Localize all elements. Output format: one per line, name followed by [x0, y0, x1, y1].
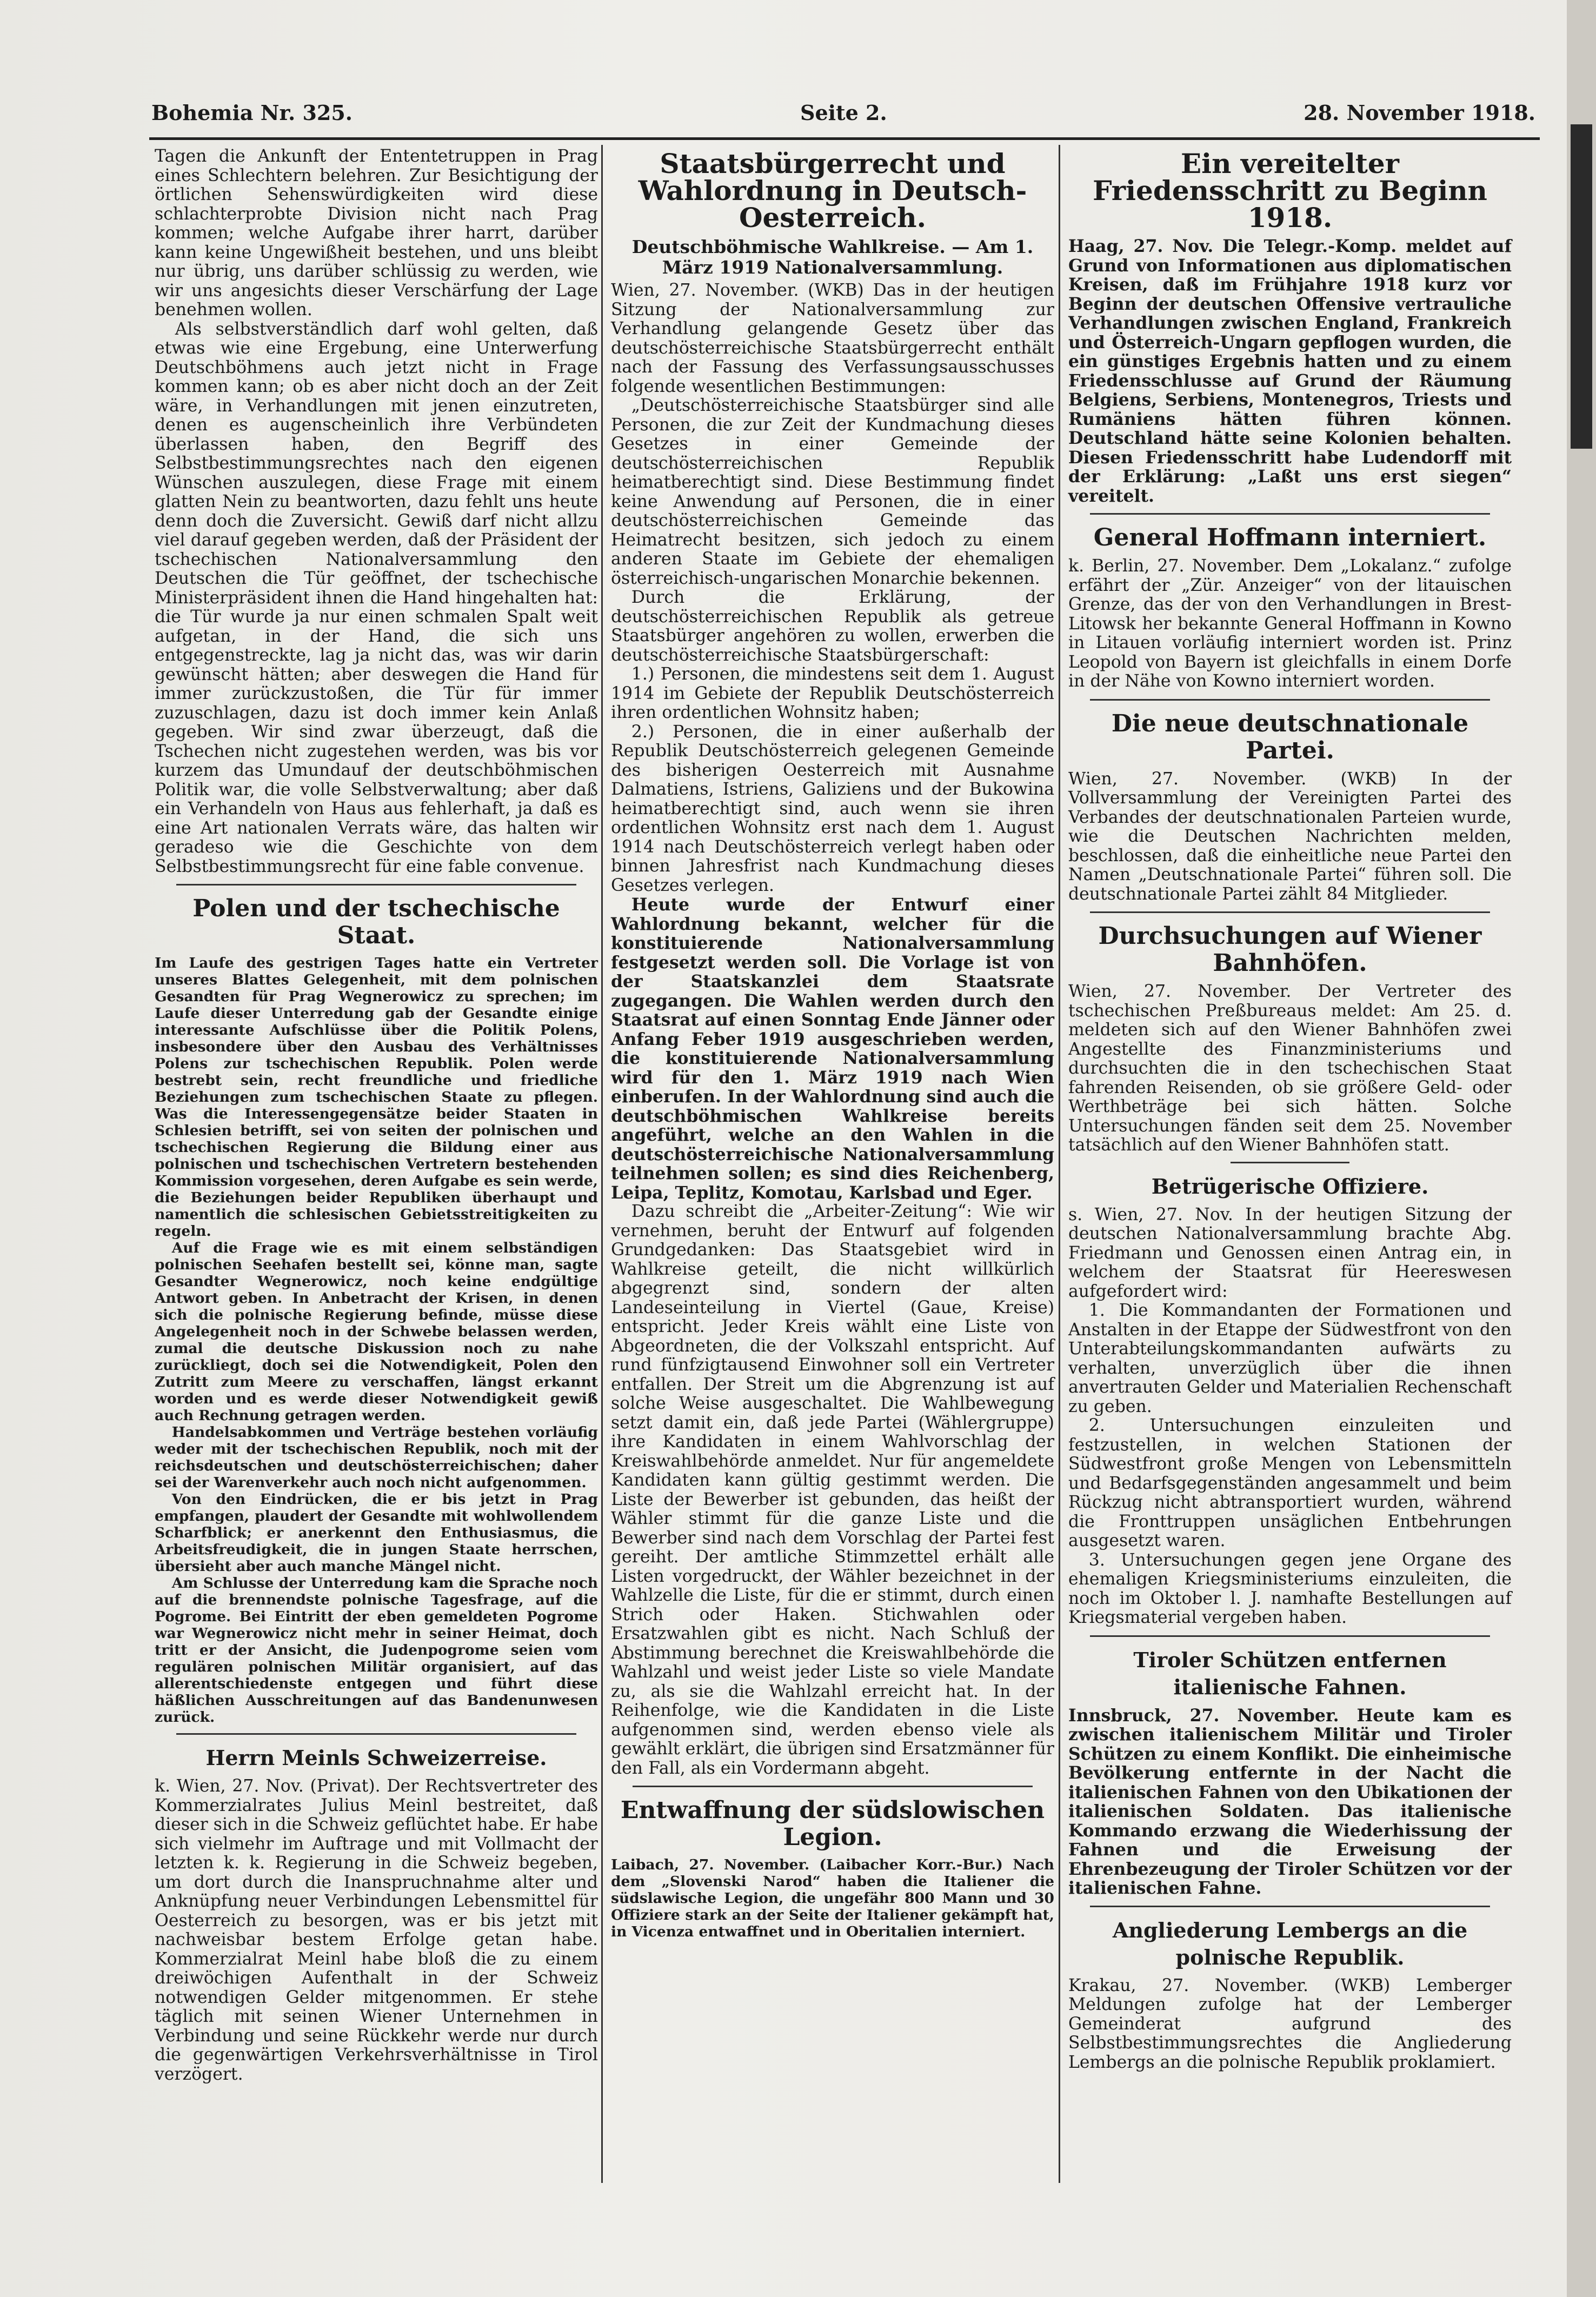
subheadline-wahlkreise: Deutschböhmische Wahlkreise. — Am 1. März 1919 Nationalversammlung. — [631, 236, 1034, 278]
article-text: Innsbruck, 27. November. Heute kam es zwischen italienischem Militär und Tiroler Schützen zu einem Konflikt. Die einheimische Bevölkerung entfernte in der Nacht die italienischen Fahnen von den Ubikationen der italienischen Soldaten. Das italienische Kommando erzwang die Wiederhissung der Fahnen und die Erweisung der Ehrenbezeugung der Tiroler Schützen vor der italienischen Fahne. — [1068, 1705, 1512, 1898]
headline-polen: Polen und der tschechische Staat. — [192, 895, 560, 949]
article-divider — [1090, 513, 1490, 515]
article-text: Tagen die Ankunft der Ententetruppen in Prag eines Schlechtern belehren. Zur Besichtigung der örtlichen Sehenswürdigkeiten wird diese schlachterprobte Division nicht nach Prag kommen; welche Aufgabe ihrer harrt, darüber kann keine Ungewißheit bestehen, und uns bleibt nur übrig, uns darüber schlüssig zu werden, wie wir uns angesichts dieser Verschärfung der Lage benehmen wollen. — [155, 147, 598, 319]
article-text: s. Wien, 27. Nov. In der heutigen Sitzung der deutschen Nationalversammlung brachte Abg. Friedmann und Genossen einen Antrag ein, in welchem der Staatsrat für Heereswesen aufgefordert wird: — [1068, 1204, 1512, 1301]
page-number: Seite 2. — [800, 101, 887, 125]
article-text: 2.) Personen, die in einer außerhalb der Republik Deutschösterreich gelegenen Gemeinde des bisherigen Oesterreich mit Ausnahme Dalmatiens, Istriens, Galiziens und der Bukowina heimatberechtigt sind, auch wenn sie ihren ordentlichen Wohnsitz erst nach dem 1. August 1914 nach Deutschösterreich verlegt haben oder binnen Jahresfrist nach Kundmachung dieses Gesetzes verlegen. — [611, 722, 1054, 895]
column-divider-2 — [1059, 145, 1060, 2183]
column-3 — [1068, 147, 1512, 2072]
article-text: 3. Untersuchungen gegen jene Organe des ehemaligen Kriegsministeriums einzuleiten, die noch im Oktober l. J. namhafte Bestellungen auf Kriegsmaterial vergeben haben. — [1068, 1550, 1512, 1627]
adjacent-page-strip — [1571, 124, 1592, 449]
article-text: Am Schlusse der Unterredung kam die Sprache noch auf die brennendste polnische Tagesfrage, auf die Pogrome. Bei Eintritt der eben gemeldeten Pogrome war Wegnerowicz nicht mehr in seiner Heimat, doch tritt er der Ansicht, die Judenpogrome seien vom regulären polnischen Militär organisiert, auf das allerentschiedenste entgegen und führt diese häßlichen Ausschreitungen auf das Bandenunwesen zurück. — [155, 1575, 598, 1726]
article-text: k. Berlin, 27. November. Dem „Lokalanz.“ zufolge erfährt der „Zür. Anzeiger“ von der litauischen Grenze, das der von den Verhandlungen in Brest-Litowsk her bekannte General Hoffmann in Kowno in Litauen vorläufig interniert worden ist. Prinz Leopold von Bayern ist gleichfalls in einem Dorfe in der Nähe von Kowno interniert worden. — [1068, 556, 1512, 691]
article-text: Wien, 27. November. (WKB) In der Vollversammlung der Vereinigten Partei des Verbandes der deutschnationalen Parteien wurde, wie die Deutschen Nachrichten melden, beschlossen, daß die einheitliche neue Partei den Namen „Deutschnationale Partei“ führen soll. Die deutschnationale Partei zählt 84 Mitglieder. — [1068, 769, 1512, 904]
article-text: Handelsabkommen und Verträge bestehen vorläufig weder mit der tschechischen Republik, noch mit der reichsdeutschen und deutschösterreichischen; daher sei der Warenverkehr auch noch nicht aufgenommen. — [155, 1424, 598, 1491]
article-text: Durch die Erklärung, der deutschösterreichischen Republik als getreue Staatsbürger angehören zu wollen, erwerben die deutschösterreichische Staatsbürgerschaft: — [611, 588, 1054, 665]
article-text: Von den Eindrücken, die er bis jetzt in Prag empfangen, plaudert der Gesandte mit wohlwollendem Scharfblick; er anerkennt den Enthusiasmus, die Arbeitsfreudigkeit, die in jungen Staate herrschen, übersieht aber auch manche Mängel nicht. — [155, 1491, 598, 1575]
article-text: Wien, 27. November. Der Vertreter des tschechischen Preßbureaus meldet: Am 25. d. meldeten sich auf den Wiener Bahnhöfen zwei Angestellte des Finanzministeriums und durchsuchten die in den tschechischen Staat fahrenden Reisenden, ob sie größere Geld- oder Werthbeträge bei sich hätten. Solche Untersuchungen fänden seit dem 25. November tatsächlich auf den Wiener Bahnhöfen statt. — [1068, 982, 1512, 1155]
headline-entwaffnung: Entwaffnung der südslowischen Legion. — [620, 1796, 1045, 1851]
article-divider — [1090, 1635, 1490, 1637]
article-divider — [176, 884, 576, 885]
article-text: 1. Die Kommandanten der Formationen und Anstalten in der Etappe der Südwestfront von den Unterabteilungskommandanten aufwärts zu verhalten, unverzüglich über die ihnen anvertrauten Gelder und Materialien Rechenschaft zu geben. — [1068, 1301, 1512, 1416]
article-divider — [633, 1786, 1033, 1787]
article-text: Krakau, 27. November. (WKB) Lemberger Meldungen zufolge hat der Lemberger Gemeinderat aufgrund des Selbstbestimmungsrechtes die Angliederung Lembergs an die polnische Republik proklamiert. — [1068, 1975, 1512, 2072]
masthead-issue: Bohemia Nr. 325. — [151, 101, 353, 125]
header-rule — [149, 137, 1540, 140]
column-1 — [155, 147, 598, 2084]
headline-offiziere: Betrügerische Offiziere. — [1151, 1174, 1429, 1199]
article-text: Dazu schreibt die „Arbeiter-Zeitung“: Wie wir vernehmen, beruht der Entwurf auf folgenden Grundgedanken: Das Staatsgebiet wird in Wahlkreise geteilt, die nicht willkürlich abgegrenzt sind, sondern der alten Landeseinteilung in Viertel (Gaue, Kreise) entspricht. Jeder Kreis wählt eine Liste von Abgeordneten, die der Volkszahl entspricht. Auf rund fünfzigtausend Einwohner soll ein Vertreter entfallen. Der Streit um die Abgrenzung ist auf solche Weise ausgeschaltet. Die Wahlbewegung setzt damit ein, daß jede Partei (Wählergruppe) ihre Kandidaten in einem Wahlvorschlag der Kreiswahlbehörde anmeldet. Nur für angemeldete Kandidaten kann gültig gestimmt werden. Die Liste der Bewerber ist gebunden, das heißt der Wähler stimmt für die ganze Liste und die Bewerber sind nach dem Vorschlag der Partei fest gereiht. Der amtliche Stimmzettel erhält alle Listen vorgedruckt, der Wähler bezeichnet in der Wahlzelle die Liste, für die er stimmt, durch einen Strich oder Haken. Stichwahlen oder Ersatzwahlen gibt es nicht. Nach Schluß der Abstimmung berechnet die Kreiswahlbehörde die Wahlzahl und weist jeder Liste so viele Mandate zu, als sie die Wahlzahl erreicht hat. In der Reihenfolge, wie die Kandidaten in die Liste aufgenommen sind, werden ebenso viele als gewählt erklärt, die übrigen sind Ersatzmänner für den Fall, als ein Vordermann abgeht. — [611, 1202, 1054, 1778]
article-divider — [1231, 1162, 1349, 1163]
article-divider — [176, 1733, 576, 1735]
headline-durchsuchungen: Durchsuchungen auf Wiener Bahnhöfen. — [1098, 922, 1482, 977]
article-divider — [1090, 699, 1490, 701]
headline-lemberg: Angliederung Lembergs an die polnische Republik. — [1112, 1918, 1468, 1969]
headline-meinl: Herrn Meinls Schweizerreise. — [205, 1746, 547, 1770]
article-text: Haag, 27. Nov. Die Telegr.-Komp. meldet auf Grund von Informationen aus diplomatischen Kreisen, daß im Frühjahre 1918 kurz vor Beginn der deutschen Offensive vertrauliche Verhandlungen zwischen England, Frankreich und Österreich-Ungarn gepflogen wurden, die ein günstiges Ergebnis hatten und zu einem Friedensschlusse auf Grund der Räumung Belgiens, Serbiens, Montenegros, Triests und Rumäniens hätten führen können. Deutschland hätte seine Kolonien behalten. Diesen Friedensschritt habe Ludendorff mit der Erklärung: „Laßt uns erst siegen“ vereitelt. — [1068, 236, 1512, 506]
column-divider-1 — [601, 145, 603, 2183]
headline-deutschnationale-partei: Die neue deutschnationale Partei. — [1111, 709, 1469, 764]
headline-hoffmann: General Hoffmann interniert. — [1093, 524, 1487, 551]
page-header — [151, 101, 1535, 133]
article-text: Auf die Frage wie es mit einem selbständigen polnischen Seehafen bestellt sei, könne man, sagte Gesandter Wegnerowicz, noch keine endgültige Antwort geben. In Anbetracht der Krisen, in denen sich die polnische Regierung befinde, müsse diese Angelegenheit noch in der Schwebe belassen werden, zumal die deutsche Diskussion noch zu nahe zurückliegt, doch sei die Notwendigkeit, Polen den Zutritt zum Meere zu verschaffen, längst erkannt worden und es werde dieser Notwendigkeit gewiß auch Rechnung getragen werden. — [155, 1240, 598, 1424]
article-text: „Deutschösterreichische Staatsbürger sind alle Personen, die zur Zeit der Kundmachung dieses Gesetzes in einer Gemeinde der deutschösterreichischen Republik heimatberechtigt sind. Diese Bestimmung findet keine Anwendung auf Personen, die in einer deutschösterreichischen Gemeinde das Heimatrecht besitzen, sich jedoch zu einem anderen Staate im Gebiete der ehemaligen österreichisch-ungarischen Monarchie bekennen. — [611, 396, 1054, 588]
issue-date: 28. November 1918. — [1304, 101, 1535, 125]
article-divider — [1090, 911, 1490, 913]
article-text: 2. Untersuchungen einzuleiten und festzustellen, in welchen Stationen der Südwestfront große Mengen von Lebensmitteln und Bedarfsgegenständen angesammelt und beim Rückzug nicht abtransportiert wurden, während die Fronttruppen unsäglichen Entbehrungen ausgesetzt waren. — [1068, 1416, 1512, 1550]
headline-friedensschritt: Ein vereitelter Friedensschritt zu Beginn 1918. — [1093, 148, 1487, 234]
column-2 — [611, 147, 1054, 1940]
headline-tiroler-schuetzen: Tiroler Schützen entfernen italienische Fahnen. — [1133, 1647, 1447, 1699]
article-text: Laibach, 27. November. (Laibacher Korr.-Bur.) Nach dem „Slovenski Narod“ haben die Italiener die südslawische Legion, die ungefähr 800 Mann und 30 Offiziere stark an der Seite der Italiener gekämpft hat, in Vicenza entwaffnet und in Oberitalien interniert. — [611, 1856, 1054, 1940]
article-text: Als selbstverständlich darf wohl gelten, daß etwas wie eine Ergebung, eine Unterwerfung Deutschböhmens auch jetzt nicht in Frage kommen kann; ob es aber nicht doch an der Zeit wäre, in Verhandlungen mit jenen einzutreten, denen es augenscheinlich ihre Verbündeten überlassen haben, den Begriff des Selbstbestimmungsrechtes nach den eigenen Wünschen auszulegen, diese Frage mit einem glatten Nein zu beantworten, dazu fehlt uns heute denn doch die Zuversicht. Gewiß darf nicht allzu viel darauf gegeben werden, daß der Präsident der tschechischen Nationalversammlung den Deutschen die Tür geöffnet, der tschechische Ministerpräsident ihnen die Hand hingehalten hat: die Tür wurde ja nur einen schmalen Spalt weit aufgetan, in der Hand, die sich uns entgegenstreckte, lag ja nicht das, was wir darin gewünscht hätten; aber deswegen die Hand für immer zurückzustoßen, die Tür für immer zuzuschlagen, dazu ist doch immer kein Anlaß gegeben. Wir sind zwar überzeugt, daß die Tschechen nicht zugestehen werden, was bis vor kurzem das Umundauf der deutschböhmischen Politik war, die volle Selbstverwaltung; aber daß ein Verhandeln von Haus aus fehlerhaft, ja daß es eine Art nationalen Verrats wäre, das halten wir geradeso wie die Geschichte von dem Selbstbestimmungsrecht für eine fable convenue. — [155, 319, 598, 876]
article-text: k. Wien, 27. Nov. (Privat). Der Rechtsvertreter des Kommerzialrates Julius Meinl bestreitet, daß dieser sich in die Schweiz geflüchtet habe. Er habe sich vielmehr im Auftrage und mit Vollmacht der letzten k. k. Regierung in die Schweiz begeben, um dort durch die Inanspruchnahme alter und Anknüpfung neuer Verbindungen Lebensmittel für Oesterreich zu besorgen, was er bis jetzt mit nachweisbar bestem Erfolge getan habe. Kommerzialrat Meinl habe bloß die zu einem dreiwöchigen Aufenthalt in der Schweiz notwendigen Gelder mitgenommen. Er stehe täglich mit seinen Wiener Unternehmen in Verbindung und seine Rückkehr werde nur durch die gegenwärtigen Verkehrsverhältnisse in Tirol verzögert. — [155, 1776, 598, 2084]
headline-staatsbuergerrecht: Staatsbürgerrecht und Wahlordnung in Deutsch-Oesterreich. — [638, 148, 1027, 234]
article-text: Wien, 27. November. (WKB) Das in der heutigen Sitzung der Nationalversammlung zur Verhandlung gelangende Gesetz über das deutschösterreichische Staatsbürgerrecht enthält nach der Fassung des Verfassungsausschusses folgende wesentlichen Bestimmungen: — [611, 281, 1054, 396]
article-divider — [1090, 1906, 1490, 1907]
article-text: Heute wurde der Entwurf einer Wahlordnung bekannt, welcher für die konstituierende Nationalversammlung festgesetzt werden soll. Die Vorlage ist von der Staatskanzlei dem Staatsrate zugegangen. Die Wahlen werden durch den Staatsrat auf einen Sonntag Ende Jänner oder Anfang Feber 1919 ausgeschrieben werden, die konstituierende Nationalversammlung wird für den 1. März 1919 nach Wien einberufen. In der Wahlordnung sind auch die deutschböhmischen Wahlkreise bereits angeführt, welche an den Wahlen in die deutschösterreichische Nationalversammlung teilnehmen sollen; es sind dies Reichenberg, Leipa, Teplitz, Komotau, Karlsbad und Eger. — [611, 895, 1054, 1203]
article-text: Im Laufe des gestrigen Tages hatte ein Vertreter unseres Blattes Gelegenheit, mit dem polnischen Gesandten für Prag Wegnerowicz zu sprechen; im Laufe dieser Unterredung gab der Gesandte einige interessante Aufschlüsse über die Politik Polens, insbesondere über den Ausbau des Verhältnisses Polens zur tschechischen Republik. Polen werde bestrebt sein, recht freundliche und friedliche Beziehungen zum tschechischen Staate zu pflegen. Was die Interessengegensätze beider Staaten in Schlesien betrifft, sei von seiten der polnischen und tschechischen Regierung die Bildung einer aus polnischen und tschechischen Vertretern bestehenden Kommission vorgesehen, deren Aufgabe es sein werde, die Beziehungen beider Republiken überhaupt und namentlich die schlesischen Gebietsstreitigkeiten zu regeln. — [155, 955, 598, 1240]
article-text: 1.) Personen, die mindestens seit dem 1. August 1914 im Gebiete der Republik Deutschösterreich ihren ordentlichen Wohnsitz haben; — [611, 664, 1054, 722]
